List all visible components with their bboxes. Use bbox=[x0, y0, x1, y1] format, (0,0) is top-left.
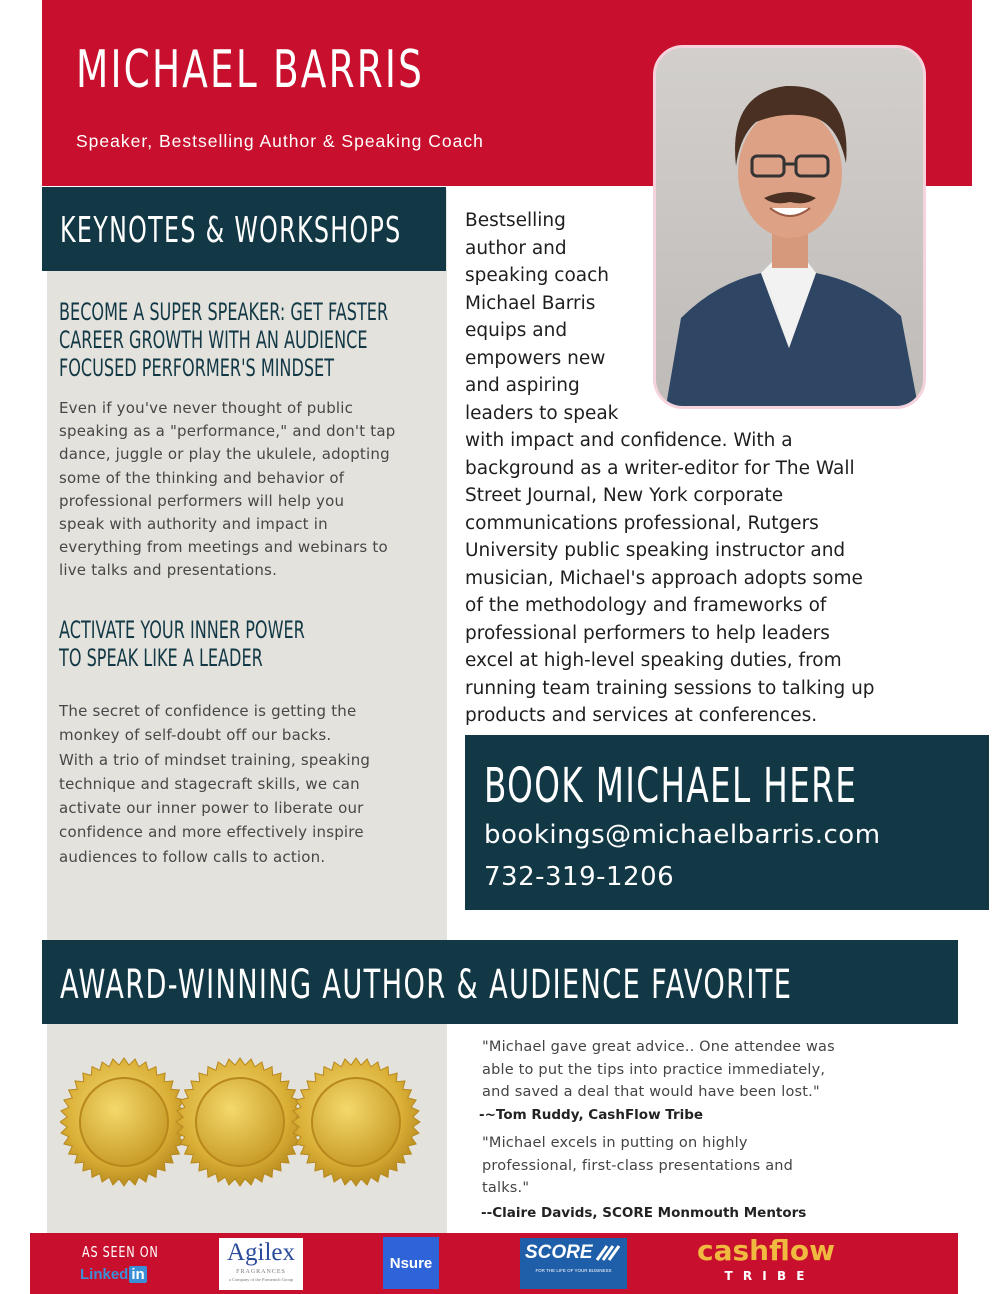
talk2-title-line: ACTIVATE YOUR INNER POWER bbox=[59, 616, 305, 644]
as-seen-on-label: AS SEEN ON bbox=[82, 1243, 159, 1261]
bio-line: musician, Michael's approach adopts some bbox=[465, 567, 863, 589]
nsure-logo[interactable] bbox=[383, 1237, 439, 1289]
testimonial-2 bbox=[482, 1132, 793, 1200]
bio-line: background as a writer-editor for The Wall bbox=[465, 457, 855, 479]
talk1-line: Even if you've never thought of public bbox=[59, 399, 354, 417]
keynotes-heading: KEYNOTES & WORKSHOPS bbox=[60, 210, 402, 251]
linkedin-in-badge: in bbox=[131, 1266, 145, 1283]
gold-seal-icon bbox=[60, 1042, 422, 1202]
agilex-sub1: FRAGRANCES bbox=[236, 1269, 286, 1275]
testimonial-1-attribution: -~Tom Ruddy, CashFlow Tribe bbox=[479, 1107, 704, 1123]
tribe-word: T R I B E bbox=[724, 1269, 808, 1283]
talk1-line: professional performers will help you bbox=[59, 491, 345, 510]
awards-heading: AWARD-WINNING AUTHOR & AUDIENCE FAVORITE bbox=[60, 962, 793, 1008]
bio-line: excel at high-level speaking duties, from bbox=[465, 650, 842, 671]
bio-line: Bestselling bbox=[465, 210, 566, 231]
bio-line: author and bbox=[465, 237, 567, 259]
talk1-line: speaking as a "performance," and don't tap bbox=[59, 422, 396, 441]
quote-line: "Michael excels in putting on highly bbox=[482, 1135, 748, 1151]
seal-center-3 bbox=[312, 1078, 400, 1166]
agilex-sub2: a Company of the Firmenich Group bbox=[228, 1277, 294, 1282]
score-swoosh-icon bbox=[595, 1244, 621, 1262]
booking-email-link[interactable]: bookings@michaelbarris.com bbox=[484, 820, 881, 850]
talk2-line: The secret of confidence is getting the bbox=[59, 702, 357, 720]
talk2-title-line: TO SPEAK LIKE A LEADER bbox=[59, 644, 263, 672]
bio-line: leaders to speak bbox=[465, 402, 619, 424]
talk1-title-line: CAREER GROWTH WITH AN AUDIENCE bbox=[59, 326, 368, 354]
bio-line: Michael Barris bbox=[465, 292, 596, 314]
score-logo[interactable] bbox=[520, 1238, 627, 1289]
agilex-name: Agilex bbox=[226, 1239, 296, 1266]
agilex-logo[interactable] bbox=[219, 1238, 303, 1290]
bio-line: University public speaking instructor and bbox=[465, 540, 846, 561]
nsure-name: Nsure bbox=[389, 1254, 433, 1272]
speaker-tagline: Speaker, Bestselling Author & Speaking Coach bbox=[76, 131, 484, 151]
talk2-description bbox=[59, 699, 370, 869]
bio-line: products and services at conferences. bbox=[465, 705, 818, 726]
score-subtitle: FOR THE LIFE OF YOUR BUSINESS bbox=[535, 1268, 612, 1273]
linkedin-word: Linked bbox=[80, 1266, 129, 1283]
award-seals bbox=[60, 1042, 422, 1206]
quote-line: talks." bbox=[482, 1180, 530, 1197]
bio-line: communications professional, Rutgers bbox=[465, 512, 819, 534]
talk2-title bbox=[59, 616, 426, 672]
talk1-line: dance, juggle or play the ukulele, adopting bbox=[59, 445, 390, 464]
bio-line: speaking coach bbox=[465, 265, 610, 286]
cashflow-tribe-logo[interactable] bbox=[678, 1234, 854, 1284]
seal-center-1 bbox=[80, 1078, 168, 1166]
talk1-title-line: BECOME A SUPER SPEAKER: GET FASTER bbox=[59, 298, 389, 326]
bio-line: of the methodology and frameworks of bbox=[465, 595, 827, 616]
score-name: SCORE bbox=[525, 1242, 593, 1263]
quote-line: professional, first-class presentations and bbox=[482, 1157, 794, 1174]
talk1-line: everything from meetings and webinars to bbox=[59, 538, 388, 557]
bio-line: Street Journal, New York corporate bbox=[465, 485, 784, 506]
talk1-line: speak with authority and impact in bbox=[59, 515, 328, 534]
talk2-line: monkey of self-doubt off our backs. bbox=[59, 726, 332, 745]
booking-heading: BOOK MICHAEL HERE bbox=[484, 758, 858, 814]
talk1-title-line: FOCUSED PERFORMER'S MINDSET bbox=[59, 354, 335, 382]
quote-line: "Michael gave great advice.. One attendee was bbox=[482, 1039, 835, 1055]
seal-center-2 bbox=[196, 1078, 284, 1166]
talk2-line: confidence and more effectively inspire bbox=[59, 823, 364, 842]
talk2-line: audiences to follow calls to action. bbox=[59, 847, 326, 866]
booking-phone-link[interactable]: 732-319-1206 bbox=[484, 862, 675, 892]
speaker-name: MICHAEL BARRIS bbox=[76, 40, 425, 100]
bio-line: equips and bbox=[465, 320, 568, 341]
talk1-line: live talks and presentations. bbox=[59, 561, 278, 580]
bio-line: professional performers to help leaders bbox=[465, 622, 830, 644]
testimonial-1 bbox=[482, 1036, 835, 1104]
talk1-description bbox=[59, 397, 396, 583]
bio-line: with impact and confidence. With a bbox=[465, 430, 793, 451]
talk2-line: technique and stagecraft skills, we can bbox=[59, 774, 360, 793]
bio-paragraph bbox=[465, 207, 925, 730]
testimonial-2-attribution: --Claire Davids, SCORE Monmouth Mentors bbox=[481, 1205, 807, 1221]
quote-line: able to put the tips into practice immediately, bbox=[482, 1061, 826, 1078]
talk2-line: With a trio of mindset training, speaking bbox=[59, 750, 371, 769]
bio-line: and aspiring bbox=[465, 375, 580, 396]
bio-line: empowers new bbox=[465, 347, 606, 369]
quote-line: and saved a deal that would have been lost." bbox=[482, 1084, 820, 1101]
cashflow-word: cashflow bbox=[697, 1234, 835, 1267]
bio-line: running team training sessions to talking up bbox=[465, 677, 875, 699]
talk2-line: activate our inner power to liberate our bbox=[59, 799, 364, 818]
talk1-line: some of the thinking and behavior of bbox=[59, 468, 345, 487]
linkedin-logo[interactable] bbox=[80, 1266, 147, 1283]
